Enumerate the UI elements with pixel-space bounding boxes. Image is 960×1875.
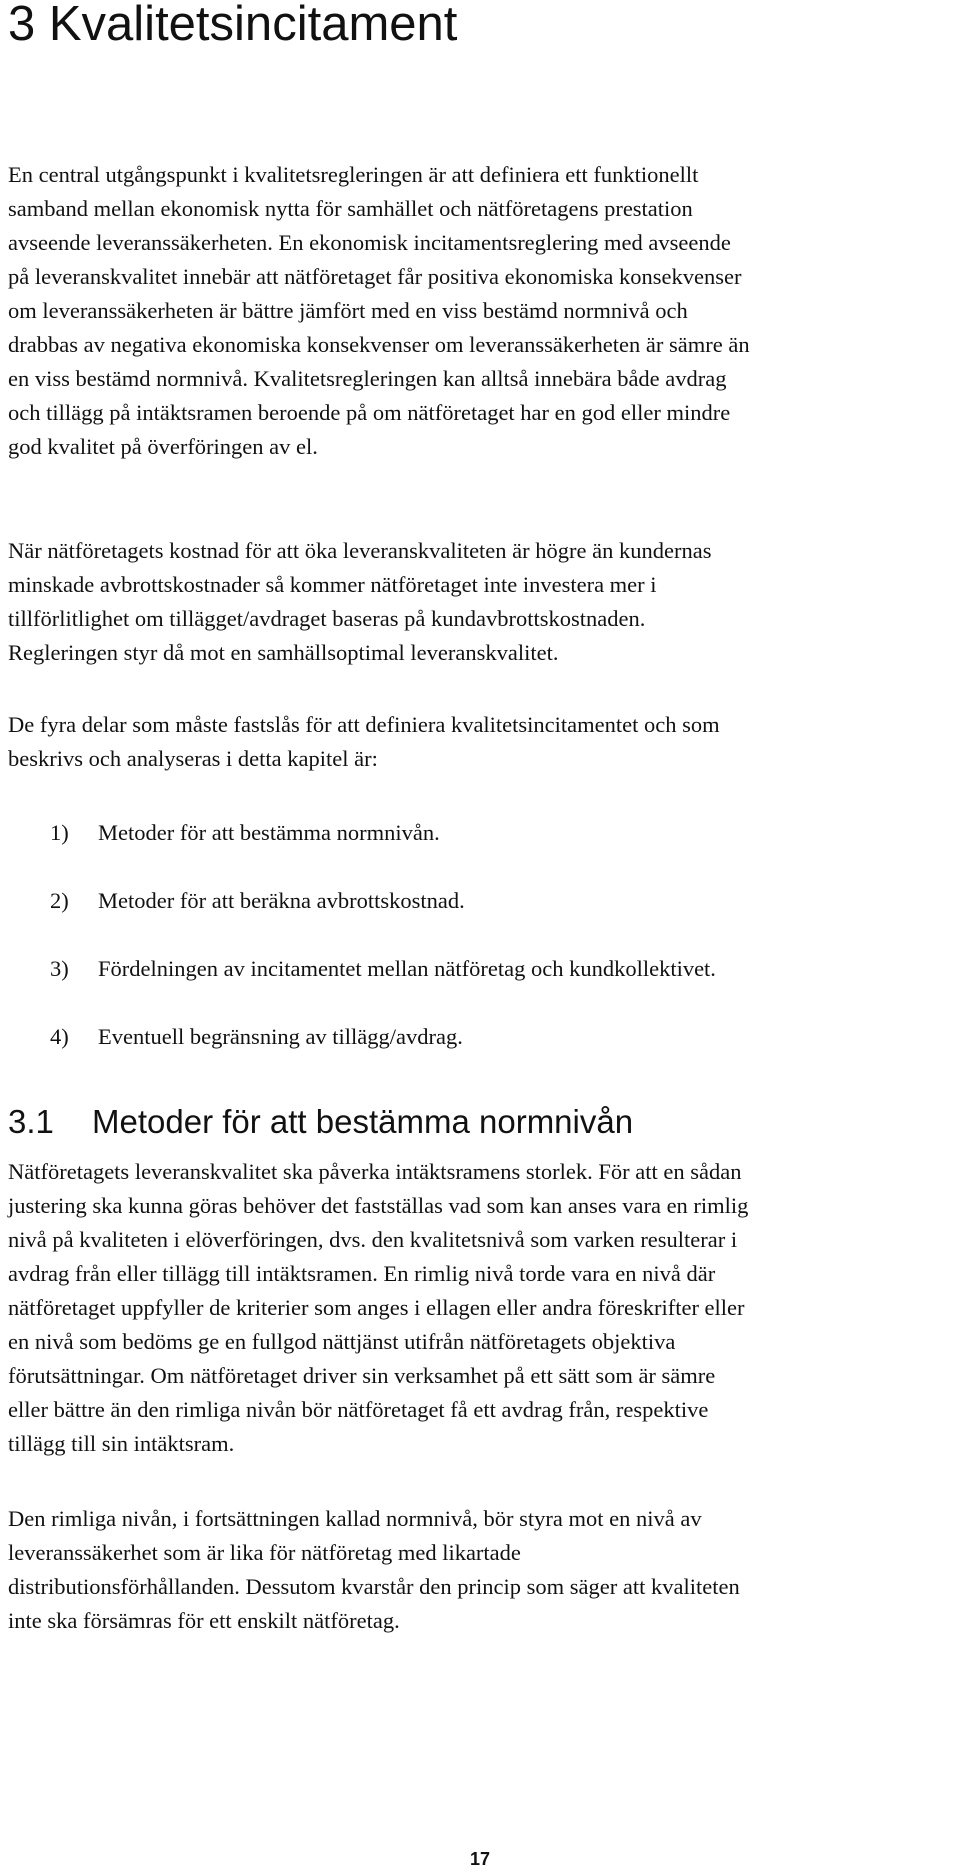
list-item bbox=[50, 816, 440, 850]
list-text: Metoder för att beräkna avbrottskostnad. bbox=[98, 888, 465, 913]
text-line: avseende leveranssäkerheten. En ekonomisk incitamentsreglering med avseende bbox=[8, 230, 731, 255]
text-line: om leveranssäkerheten är bättre jämfört med en viss bestämd normnivå och bbox=[8, 298, 688, 323]
text-line: När nätföretagets kostnad för att öka leveranskvaliteten är högre än kundernas bbox=[8, 538, 712, 563]
text-line: Regleringen styr då mot en samhällsoptimal leveranskvalitet. bbox=[8, 640, 559, 665]
text-line: och tillägg på intäktsramen beroende på om nätföretaget har en god eller mindre bbox=[8, 400, 731, 425]
text-line: nivå på kvaliteten i elöverföringen, dvs. den kvalitetsnivå som varken resulterar i bbox=[8, 1227, 738, 1252]
section-title: Metoder för att bestämma normnivån bbox=[92, 1103, 634, 1140]
intro-paragraph-3 bbox=[8, 708, 960, 776]
list-text: Metoder för att bestämma normnivån. bbox=[98, 820, 440, 845]
list-text: Eventuell begränsning av tillägg/avdrag. bbox=[98, 1024, 463, 1049]
list-number: 4) bbox=[50, 1024, 69, 1049]
text-line: justering ska kunna göras behöver det fastställas vad som kan anses vara en rimlig bbox=[8, 1193, 749, 1218]
text-line: samband mellan ekonomisk nytta för samhället och nätföretagens prestation bbox=[8, 196, 693, 221]
text-line: inte ska försämras för ett enskilt nätföretag. bbox=[8, 1608, 400, 1633]
text-line: avdrag från eller tillägg till intäktsramen. En rimlig nivå torde vara en nivå där bbox=[8, 1261, 716, 1286]
intro-paragraph-1 bbox=[8, 158, 960, 464]
chapter-title: 3 Kvalitetsincitament bbox=[8, 0, 458, 51]
text-line: god kvalitet på överföringen av el. bbox=[8, 434, 318, 459]
page-number: 17 bbox=[470, 1849, 491, 1869]
intro-paragraph-2 bbox=[8, 534, 960, 670]
text-line: distributionsförhållanden. Dessutom kvarstår den princip som säger att kvaliteten bbox=[8, 1574, 740, 1599]
list-number: 3) bbox=[50, 956, 69, 981]
text-line: tillägg till sin intäktsram. bbox=[8, 1431, 235, 1456]
section-heading bbox=[8, 1100, 633, 1144]
text-line: minskade avbrottskostnader så kommer nätföretaget inte investera mer i bbox=[8, 572, 657, 597]
section-number: 3.1 bbox=[8, 1103, 54, 1140]
text-line: leveranssäkerhet som är lika för nätföretag med likartade bbox=[8, 1540, 521, 1565]
list-item bbox=[50, 1020, 463, 1054]
text-line: Nätföretagets leveranskvalitet ska påverka intäktsramens storlek. För att en sådan bbox=[8, 1159, 742, 1184]
text-line: eller bättre än den rimliga nivån bör nätföretaget få ett avdrag från, respektive bbox=[8, 1397, 709, 1422]
text-line: förutsättningar. Om nätföretaget driver sin verksamhet på ett sätt som är sämre bbox=[8, 1363, 716, 1388]
text-line: drabbas av negativa ekonomiska konsekvenser om leveranssäkerheten är sämre än bbox=[8, 332, 750, 357]
text-line: en viss bestämd normnivå. Kvalitetsregleringen kan alltså innebära både avdrag bbox=[8, 366, 727, 391]
section-paragraph-1 bbox=[8, 1155, 960, 1461]
section-paragraph-2 bbox=[8, 1502, 960, 1638]
text-line: De fyra delar som måste fastslås för att definiera kvalitetsincitamentet och som bbox=[8, 712, 720, 737]
list-item bbox=[50, 952, 716, 986]
text-line: tillförlitlighet om tillägget/avdraget baseras på kundavbrottskostnaden. bbox=[8, 606, 646, 631]
list-number: 1) bbox=[50, 820, 69, 845]
text-line: Den rimliga nivån, i fortsättningen kallad normnivå, bör styra mot en nivå av bbox=[8, 1506, 702, 1531]
list-number: 2) bbox=[50, 888, 69, 913]
text-line: beskrivs och analyseras i detta kapitel är: bbox=[8, 746, 378, 771]
list-item bbox=[50, 884, 465, 918]
list-text: Fördelningen av incitamentet mellan nätföretag och kundkollektivet. bbox=[98, 956, 716, 981]
text-line: på leveranskvalitet innebär att nätföretaget får positiva ekonomiska konsekvenser bbox=[8, 264, 742, 289]
text-line: en nivå som bedöms ge en fullgod nättjänst utifrån nätföretagets objektiva bbox=[8, 1329, 676, 1354]
text-line: En central utgångspunkt i kvalitetsregleringen är att definiera ett funktionellt bbox=[8, 162, 699, 187]
text-line: nätföretaget uppfyller de kriterier som anges i ellagen eller andra föreskrifter eller bbox=[8, 1295, 745, 1320]
